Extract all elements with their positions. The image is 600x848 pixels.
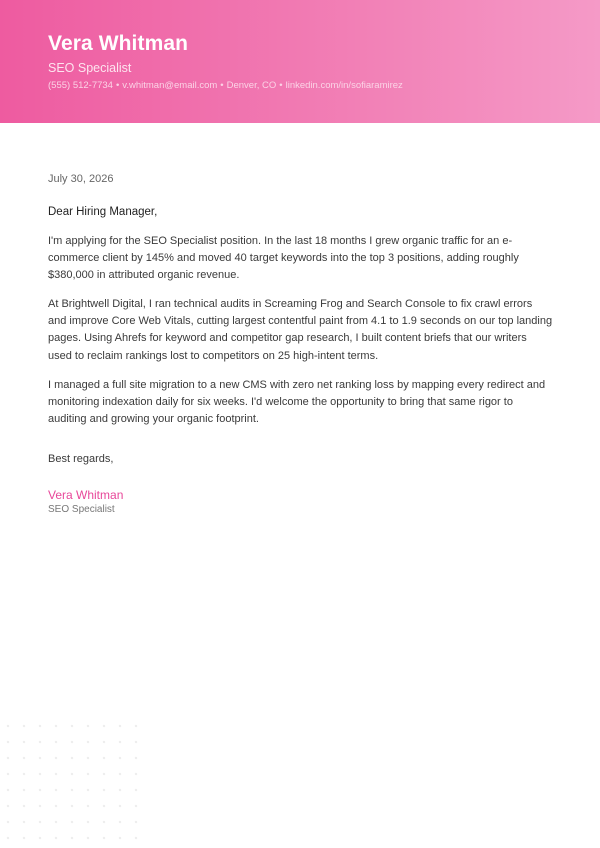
letter-greeting: Dear Hiring Manager,: [48, 206, 158, 218]
applicant-title: SEO Specialist: [48, 61, 132, 75]
contact-line: [48, 80, 403, 91]
contact-separator: •: [279, 80, 283, 91]
signature-name: Vera Whitman: [48, 488, 124, 502]
header-banner: [0, 0, 600, 123]
signature-title: SEO Specialist: [48, 504, 115, 515]
contact-email[interactable]: v.whitman@email.com: [122, 80, 218, 91]
letter-paragraph: I managed a full site migration to a new CMS with zero net ranking loss by mapping every redirect and monitoring indexation daily for six weeks. I'd welcome the opportunity to bring that same rigor to auditing and growing your organic footprint.: [48, 379, 546, 426]
contact-location: Denver, CO: [226, 80, 277, 91]
contact-separator: •: [115, 80, 120, 91]
letter-closing: Best regards,: [48, 453, 114, 465]
letter-date: July 30, 2026: [48, 173, 114, 185]
applicant-name: Vera Whitman: [48, 32, 189, 55]
decorative-dot-pattern: [0, 718, 150, 848]
contact-linkedin[interactable]: linkedin.com/in/sofiaramirez: [285, 80, 403, 91]
letter-paragraph: I'm applying for the SEO Specialist position. In the last 18 months I grew organic traffic for an e-commerce client by 145% and moved 40 target keywords into the top 3 positions, adding roughly $380,000 in attributed organic revenue.: [48, 235, 519, 282]
contact-separator: •: [220, 80, 224, 91]
contact-phone: (555) 512-7734: [48, 80, 113, 91]
letter-paragraph: At Brightwell Digital, I ran technical audits in Screaming Frog and Search Console to fix crawl errors and improve Core Web Vitals, cutting largest contentful paint from 4.1 to 1.9 seconds on our top landing pages. Using Ahrefs for keyword and competitor gap research, I built content briefs that our writers used to reclaim rankings lost to competitors on 25 high-intent terms.: [48, 298, 553, 362]
